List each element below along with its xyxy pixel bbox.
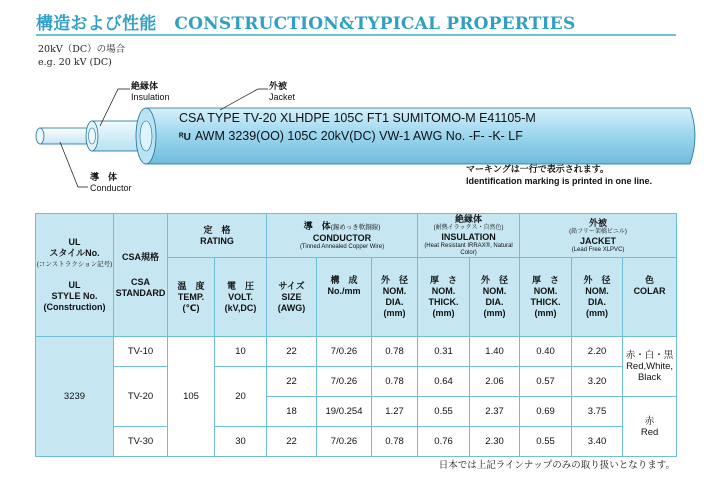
table-row [36, 367, 677, 397]
header-cdia-jp: 外 径 [381, 275, 409, 285]
header-size [267, 258, 317, 337]
header-jacket-thick [520, 258, 572, 337]
header-insulation-jp-sub: (耐熱イラックス・自然色) [433, 225, 504, 231]
cell-volt: 20 [215, 367, 267, 427]
header-ithk-en3: (mm) [432, 308, 455, 318]
header-jacket-jp: 外被 [589, 217, 608, 228]
header-insulation [418, 214, 520, 258]
header-size-en2: (AWG) [277, 302, 306, 313]
color-2-en: Red [640, 426, 659, 438]
cell-jacket-dia: 3.20 [572, 367, 623, 397]
header-jacket-jp-sub: (鉛フリー架橋ビニル) [569, 228, 627, 235]
header-idia-en1: NOM. [482, 286, 507, 296]
header-insulation-en: INSULATION [441, 232, 496, 242]
insulation-leader [100, 89, 130, 126]
header-temp [168, 258, 215, 337]
callout-conductor-jp: 導 体 [90, 172, 118, 182]
header-cdia-en2: DIA. [385, 297, 404, 307]
header-ul-style [36, 214, 114, 337]
example-note [38, 43, 125, 69]
header-ul-jp1: UL [68, 237, 81, 247]
header-cdia-en3: (mm) [383, 308, 406, 318]
header-jacket-en: JACKET [580, 235, 617, 246]
cell-size: 22 [267, 337, 317, 367]
header-jdia-en3: (mm) [586, 308, 609, 318]
cell-csa: TV-20 [114, 367, 168, 427]
header-volt-en1: VOLT. [228, 291, 253, 302]
callout-jacket-jp: 外被 [269, 81, 288, 91]
table-row [36, 427, 677, 457]
header-conductor-en-sub: (Tinned Annealed Copper Wire) [299, 243, 385, 250]
header-cdia-en1: NOM. [382, 286, 407, 296]
header-csa-en1: CSA [130, 276, 150, 287]
cell-volt: 10 [215, 337, 267, 367]
header-size-en1: SIZE [281, 291, 302, 302]
cell-size: 22 [267, 367, 317, 397]
cell-composition: 7/0.26 [317, 337, 372, 367]
header-ithk-en2: THICK. [428, 297, 459, 307]
cell-jacket-thick: 0.55 [520, 427, 572, 457]
spec-table [35, 213, 677, 457]
cell-jacket-thick: 0.40 [520, 337, 572, 367]
color-1-jp: 赤・白・黒 [625, 350, 674, 361]
conductor-leader [60, 142, 88, 187]
header-comp-en: No./mm [327, 286, 361, 296]
cell-csa: TV-30 [114, 427, 168, 457]
callout-insulation-en: Insulation [131, 92, 170, 102]
header-size-jp: サイズ [278, 280, 305, 291]
table-row [36, 337, 677, 367]
cell-jacket-dia: 2.20 [572, 337, 623, 367]
header-ul-jp2: スタイルNo. [49, 248, 100, 258]
marking-note-jp: マーキングは一行で表示されます。 [466, 164, 610, 174]
color-2-jp: 赤 [644, 415, 655, 427]
cell-composition: 19/0.254 [317, 397, 372, 427]
header-conductor-jp-sub: (錫めっき軟銅線) [330, 223, 381, 231]
header-conductor-jp: 導 体 [303, 220, 331, 231]
header-conductor [267, 214, 418, 258]
header-ithk-en1: NOM. [431, 286, 456, 296]
cell-conductor-dia: 1.27 [372, 397, 418, 427]
header-rating [168, 214, 267, 258]
cell-composition: 7/0.26 [317, 367, 372, 397]
header-jdia-en1: NOM. [585, 286, 609, 296]
cell-jacket-thick: 0.57 [520, 367, 572, 397]
cell-conductor-dia: 0.78 [372, 367, 418, 397]
header-csa-en2: STANDARD [115, 287, 166, 298]
header-ul-jp3: (コンストラクション記号) [36, 261, 113, 268]
cell-insulation-dia: 2.37 [470, 397, 520, 427]
header-ul-en1: UL [68, 280, 81, 290]
callout-jacket-en: Jacket [269, 92, 296, 102]
header-jacket [520, 214, 677, 258]
header-jthk-jp: 厚 さ [532, 275, 560, 285]
cell-size: 18 [267, 397, 317, 427]
marking-note-en: Identification marking is printed in one line. [466, 176, 653, 186]
header-jthk-en3: (mm) [534, 308, 557, 318]
cell-insulation-thick: 0.64 [418, 367, 470, 397]
heading-jp: 構造および性能 [36, 14, 157, 34]
header-rating-en: RATING [200, 235, 234, 246]
header-color-jp: 色 [645, 275, 655, 285]
header-conductor-dia [372, 258, 418, 337]
header-jdia-jp: 外 径 [583, 275, 611, 285]
footer-note: 日本では上記ラインナップのみの取り扱いとなります。 [438, 460, 675, 471]
cell-insulation-dia: 2.06 [470, 367, 520, 397]
header-jacket-en-sub: (Lead Free XLPVC) [571, 246, 625, 253]
callout-insulation-jp: 絶縁体 [131, 81, 159, 91]
ul-mark-icon: ᴿU [179, 132, 191, 143]
header-insulation-en-sub: (Heat Resistant IRRAX®, Natural Color) [424, 243, 513, 256]
header-insulation-thick [418, 258, 470, 337]
header-ithk-jp: 厚 さ [430, 275, 458, 285]
header-color [623, 258, 677, 337]
cell-style-no: 3239 [36, 337, 114, 457]
header-temp-jp: 温 度 [177, 280, 205, 291]
header-volt [215, 258, 267, 337]
header-volt-jp: 電 圧 [226, 280, 254, 291]
header-comp-jp: 構 成 [330, 275, 358, 285]
header-color-en: COLAR [633, 286, 666, 296]
cell-color-2 [623, 397, 677, 457]
cell-composition: 7/0.26 [317, 427, 372, 457]
cell-jacket-thick: 0.69 [520, 397, 572, 427]
cable-print-line1: CSA TYPE TV-20 XLHDPE 105C FT1 SUMITOMO-M E41105-M [179, 111, 536, 125]
cell-insulation-thick: 0.31 [418, 337, 470, 367]
header-ul-en3: (Construction) [43, 302, 106, 312]
jacket-leader [220, 89, 268, 110]
header-jthk-en1: NOM. [533, 286, 558, 296]
cell-temp: 105 [168, 337, 215, 457]
header-volt-en2: (kV,DC) [224, 302, 257, 313]
header-ul-en2: STYLE No. [51, 291, 98, 301]
callout-jacket [269, 81, 295, 103]
cell-insulation-thick: 0.55 [418, 397, 470, 427]
cell-jacket-dia: 3.40 [572, 427, 623, 457]
header-jthk-en2: THICK. [530, 297, 561, 307]
cell-insulation-dia: 2.30 [470, 427, 520, 457]
header-rating-jp: 定 格 [203, 224, 231, 235]
cable-print-line2: AWM 3239(OO) 105C 20kV(DC) VW-1 AWG No. -F- -K- LF [194, 129, 523, 143]
header-composition [317, 258, 372, 337]
cell-size: 22 [267, 427, 317, 457]
header-temp-en1: TEMP. [177, 291, 205, 302]
header-jacket-dia [572, 258, 623, 337]
callout-conductor-en: Conductor [90, 183, 132, 193]
example-en: e.g. 20 kV (DC) [38, 57, 112, 68]
cable-print-line2-wrap [179, 131, 523, 143]
heading-en: CONSTRUCTION&TYPICAL PROPERTIES [174, 14, 576, 34]
header-idia-en3: (mm) [483, 308, 506, 318]
header-jdia-en2: DIA. [588, 297, 607, 307]
header-temp-en2: (℃) [182, 302, 200, 313]
header-idia-jp: 外 径 [481, 275, 509, 285]
cell-jacket-dia: 3.75 [572, 397, 623, 427]
header-csa-jp: CSA規格 [121, 251, 159, 262]
marking-note [466, 163, 652, 187]
cell-conductor-dia: 0.78 [372, 337, 418, 367]
page-heading [36, 9, 575, 34]
header-insulation-jp: 絶縁体 [455, 214, 483, 224]
color-1-en2: Black [637, 372, 662, 383]
callout-conductor [90, 172, 132, 194]
header-insulation-dia [470, 258, 520, 337]
cell-volt: 30 [215, 427, 267, 457]
cell-insulation-thick: 0.76 [418, 427, 470, 457]
header-idia-en2: DIA. [485, 297, 504, 307]
cell-csa: TV-10 [114, 337, 168, 367]
callout-insulation [131, 81, 170, 103]
cell-insulation-dia: 1.40 [470, 337, 520, 367]
header-csa [114, 214, 168, 337]
cell-conductor-dia: 0.78 [372, 427, 418, 457]
example-jp: 20kV（DC）の場合 [38, 44, 126, 55]
heading-rule [36, 34, 676, 36]
header-conductor-en: CONDUCTOR [312, 232, 372, 243]
cell-color-1 [623, 337, 677, 397]
color-1-en1: Red,White, [626, 361, 674, 372]
